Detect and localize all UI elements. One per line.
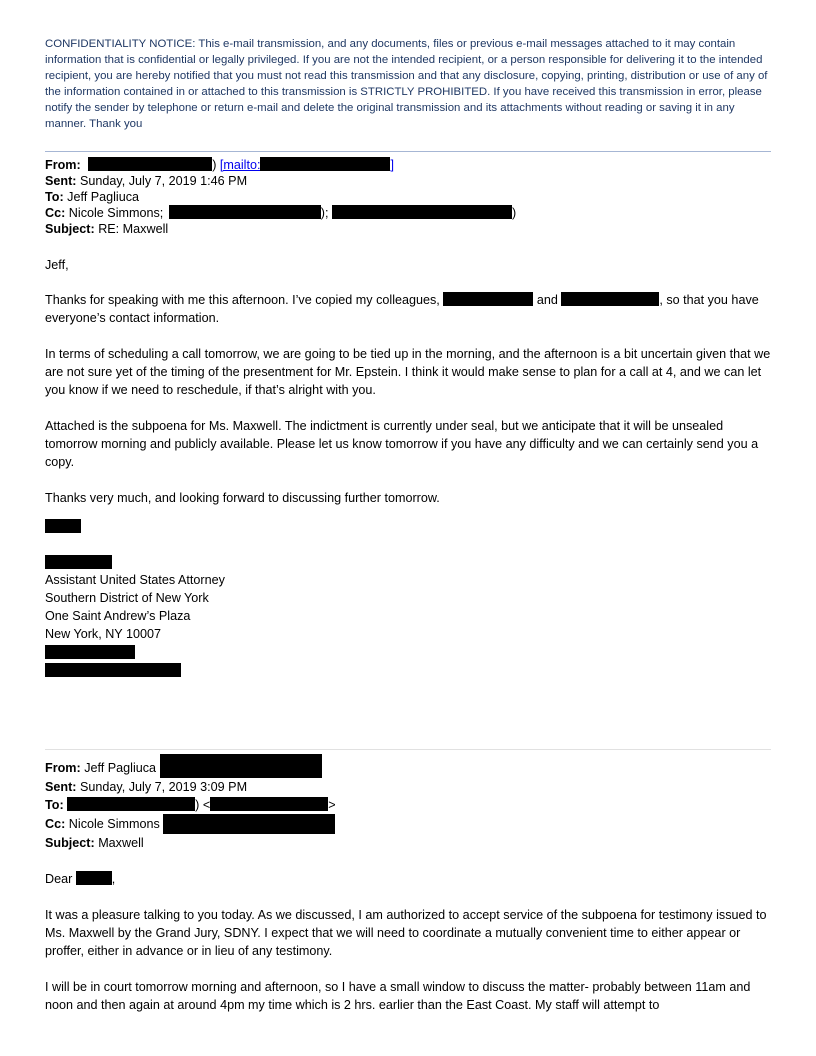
cc-value: Nicole Simmons	[68, 817, 160, 831]
sent-label: Sent:	[45, 780, 77, 794]
email2-from-row	[45, 754, 771, 778]
subject-label: Subject:	[45, 222, 95, 236]
redacted-block	[443, 292, 533, 306]
redacted-block	[163, 814, 335, 834]
redacted-block	[45, 555, 112, 569]
email2-subject-row	[45, 834, 771, 852]
email2-paragraph-2: I will be in court tomorrow morning and afternoon, so I have a small window to discuss the matter- probably between 11am and noon and then again at around 4pm my time which is 2 hrs. earlier than the East Coast. My staff will attempt to	[45, 980, 751, 1012]
punct: )	[212, 158, 217, 172]
text: , so that you have everyone’s contact information.	[45, 293, 759, 325]
email1-header	[45, 157, 771, 237]
redacted-block	[45, 519, 81, 533]
redacted-block	[332, 205, 512, 219]
subject-label: Subject:	[45, 836, 95, 850]
from-label: From:	[45, 158, 81, 172]
email1-sent-row	[45, 173, 771, 189]
email1-paragraph-3: Attached is the subpoena for Ms. Maxwell. The indictment is currently under seal, but we anticipate that it will be unsealed tomorrow morning and publicly available. Please let us know tomorrow if you have any difficulty and we can certainly send you a copy.	[45, 419, 759, 469]
signature-city: New York, NY 10007	[45, 627, 161, 641]
email2-to-row	[45, 796, 771, 814]
mailto-link[interactable]: [mailto:	[219, 158, 261, 172]
email1-paragraph-4: Thanks very much, and looking forward to discussing further tomorrow.	[45, 491, 440, 505]
to-label: To:	[45, 798, 64, 812]
email1-greeting: Jeff,	[45, 258, 69, 272]
signature-title: Assistant United States Attorney	[45, 573, 225, 587]
divider	[45, 151, 771, 152]
email2-sent-row	[45, 778, 771, 796]
redacted-block	[210, 797, 328, 811]
email2-header	[45, 754, 771, 852]
text: ,	[111, 872, 116, 886]
redacted-block	[160, 754, 322, 778]
email1-subject-row	[45, 221, 771, 237]
email-document	[45, 36, 771, 1014]
subject-value: Maxwell	[98, 836, 144, 850]
redacted-block	[76, 871, 112, 885]
cc-label: Cc:	[45, 206, 66, 220]
redacted-block	[45, 663, 181, 677]
text: Dear	[45, 872, 73, 886]
redacted-block	[88, 157, 212, 171]
redacted-block	[67, 797, 195, 811]
confidentiality-notice: CONFIDENTIALITY NOTICE: This e-mail transmission, and any documents, files or previous e-mail messages attached to it may contain information that is confidential or legally privileged. If you are not the intended recipient, or a person responsible for delivering it to the intended recipient, you are hereby notified that you must not read this transmission and that any disclosure, copying, printing, distribution or use of any of the information contained in or attached to this transmission is STRICTLY PROHIBITED. If you have received this transmission in error, please notify the sender by telephone or return e-mail and delete the original transmission and its attachments without reading or saving it in any manner. Thank you	[45, 38, 768, 130]
cc-value: Nicole Simmons;	[68, 206, 164, 220]
email1-to-row	[45, 189, 771, 205]
divider	[45, 749, 771, 750]
email1-from-row	[45, 157, 771, 173]
punct: ) <	[195, 798, 211, 812]
email1-paragraph-1	[45, 291, 771, 327]
redacted-block	[169, 205, 321, 219]
to-label: To:	[45, 190, 64, 204]
mailto-link-close[interactable]: ]	[390, 158, 394, 172]
signature-address: One Saint Andrew’s Plaza	[45, 609, 191, 623]
email1-paragraph-2: In terms of scheduling a call tomorrow, we are going to be tied up in the morning, and the afternoon is a bit uncertain given that we are not sure yet of the timing of the presentment for Mr. Epstein. I think it would make sense to plan for a call at 4, and we can let you know if we need to reschedule, if that’s alright with you.	[45, 347, 771, 397]
from-label: From:	[45, 761, 81, 775]
text: Thanks for speaking with me this afternoon. I’ve copied my colleagues,	[45, 293, 440, 307]
email2-paragraph-1: It was a pleasure talking to you today. As we discussed, I am authorized to accept service of the subpoena for testimony issued to Ms. Maxwell by the Grand Jury, SDNY. I expect that we will need to coordinate a mutually convenient time to either appear or proffer, either in advance or in lieu of any testimony.	[45, 908, 767, 958]
signature-office: Southern District of New York	[45, 591, 209, 605]
text: and	[536, 293, 558, 307]
redacted-block	[260, 157, 390, 171]
redacted-block	[45, 645, 135, 659]
punct: >	[328, 798, 336, 812]
punct: )	[511, 206, 517, 220]
email1-signature	[45, 519, 771, 677]
redacted-block	[561, 292, 659, 306]
email1-cc-row	[45, 205, 771, 221]
to-value: Jeff Pagliuca	[67, 190, 140, 204]
sent-value: Sunday, July 7, 2019 3:09 PM	[79, 780, 248, 794]
email2-cc-row	[45, 814, 771, 834]
from-value: Jeff Pagliuca	[84, 761, 157, 775]
sent-value: Sunday, July 7, 2019 1:46 PM	[79, 174, 248, 188]
subject-value: RE: Maxwell	[98, 222, 169, 236]
email2-greeting	[45, 870, 771, 888]
punct: );	[320, 206, 329, 220]
cc-label: Cc:	[45, 817, 66, 831]
sent-label: Sent:	[45, 174, 77, 188]
